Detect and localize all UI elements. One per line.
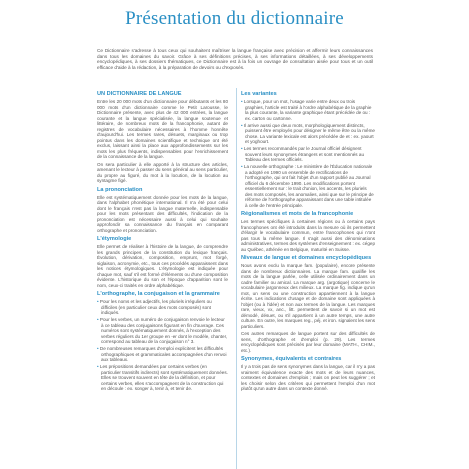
section-heading-orthographe: L'orthographe, la conjugaison et la grammaire [97, 291, 220, 297]
section-heading-synonymes: Synonymes, équivalents et contraires [241, 356, 342, 362]
page-title: Présentation du dictionnaire [125, 8, 344, 29]
bullet-item: • Les termes recommandés par le Journal officiel désignent souvent leurs synonymes étrangers et sont mentionnés au Tableau des termes officiels. [241, 146, 375, 163]
section-heading-dictionnaire-de-langue: UN DICTIONNAIRE DE LANGUE [97, 91, 182, 97]
section-heading-etymologie: L'étymologie [97, 236, 132, 242]
paragraph: On sera particulier à elle apporté à la structure des articles, amenant le lecteur à passer du sens général au sens particulier, du propre au figuré, du mot à la locution, de la locution au syntagme figé. [97, 161, 228, 183]
paragraph: Elle est systématiquement donnée pour les mots de la langue, dans l'alphabet phonétique international. Il n'a été pour celui dont le français n'est pas la langue maternelle, indispensable pour les mots présentant des difficultés, l'indication de la prononciation est nécessaire aussi à celui qui souhaite approfondir sa connaissance du français en comparant orthographe et prononciation. [97, 194, 228, 233]
intro-paragraph: Ce Dictionnaire s'adresse à tous ceux qui souhaitent maîtriser la langue française avec précision et affermir leurs connaissances dans tous les domaines du savoir. Grâce à ses définitions précises, à ses informations détaillées, à ses développements encyclopédiques, à ses dossiers thématiques, ce Dictionnaire est à la fois un ouvrage de consultation aisée pour tous et un outil efficace d'aide à la rédaction, à la préparation de devoirs ou d'exposés. [97, 48, 373, 70]
bullet-item: • Lorsque, pour un mot, l'usage varie entre deux ou trois graphies, l'article est traité à l'ordre alphabétique de la graphie la plus courante, la variante graphique étant précédée de ou : ex. carton ou cartonne. [241, 99, 375, 121]
paragraph: Il y a trois pas de sens synonymes dans la langue, car il n'y a pas vraiment équivalence exacte des mots et de leurs nuances, contextes et domaines d'emplois ; mais on peut les suggérer ; et les choisir selon des critères qui permettent l'emploi d'un mot plutôt qu'un autre dans un contexte donné. [241, 364, 375, 391]
paragraph: Entre les 20 000 mots d'un dictionnaire pour débutants et les 80 000 mots d'un dictionnaire comme le Petit Larousse, le Dictionnaire présente, avec plus de 42 000 entrées, la langue courante et la langue spécialisée, la langue soutenue et littéraire, de nombreux mots de la francophonie, autant de registres de vocabulaire nécessaires à l'homme honnête d'aujourd'hui. Les termes rares, désuets, marginaux ou trop pointus dans les domaines scientifique et technique ont été exclus, laissant ainsi la place aux approfondissements sur les mots les plus fréquents, indispensables pour l'enrichissement de la connaissance de la langue. [97, 99, 228, 159]
paragraph: Elle permet de réaliser à l'histoire de la langue, de comprendre les grands principes de la constitution du lexique français. Évolution, dérivation, composition, emprunt, mot forgé, siglaison, acronymie, etc., tous ces procédés apparaissent dans les notices étymologiques. L'étymologie est indiquée pour chaque mot, sauf s'il est formé d'éléments ou d'une composition évidente. L'historique du son et l'époque d'apparition sont le nom, ceux-ci traités en ordre alphabétique. [97, 244, 228, 288]
bullet-item: • Pour les noms et les adjectifs, les pluriels irréguliers ou difficiles (en particulier ceux des mots composés) sont indiqués. [97, 299, 228, 316]
section-heading-regionalismes: Régionalismes et mots de la francophonie [241, 211, 354, 217]
bullet-item: • Il arrive aussi que deux mots, morphologiquement distincts, puissent être employés pour désigner le même être ou la même chose. La variante lexicale est alors précédée de et : ex. yaourt et yoghourt. [241, 123, 375, 145]
section-heading-niveaux-de-langue: Niveaux de langue et domaines encyclopédiques [241, 255, 372, 261]
left-column [97, 88, 228, 393]
right-column [241, 88, 375, 394]
section-heading-variantes: Les variantes [241, 91, 277, 97]
paragraph: Les termes spécifiques à certaines régions ou à certains pays francophones ont été introduits dans la mesure où ils permettent d'élargir le vocabulaire commun, entre francophones qui n'ont pas tous la même langue. Il s'agit aussi des dénominations administratives, termes des systèmes d'enseignement : ex. cégep au Québec, athénée en Belgique, maturité en Suisse. [241, 219, 375, 252]
column-divider [236, 88, 237, 469]
paragraph: Nous avons exclu la marque fam. (populaire), encore présente dans de nombreux dictionnaires. La marque fam. qualifie les mots de la langue parlée, celle utilisée ordinairement dans un cadre familier ou amical. La marque arg. (argotique) concerne le vocabulaire jargonneux des milieux. La marque fig. indique qu'un mot, un sens ou une construction appartiennent à la langue écrite. Les indications d'usage et de domaine sont appliquées à l'objet (ou à l'idée) et non aux termes de la langue. Les marques rare, vieux, vx, anc., litt. permettent de savoir si un mot est démodé, désuet, ou s'il appartient à un autre temps, une autre culture. En outre, les marques reg., péj. et iron. signalent les sens particuliers. [241, 263, 375, 329]
bullet-item: • De nombreuses remarques d'emploi explicitent les difficultés orthographiques et grammaticales accompagnées d'un renvoi aux tableaux. [97, 346, 228, 363]
paragraph: Ces autres remarques de langue portent sur des difficultés de sens, d'orthographe et d'emploi (p. 29). Les termes encyclopédiques sont précisés par leur domaine (MATH., CHIM., etc.). [241, 331, 375, 353]
bullet-item: • La nouvelle orthographe : Le ministère de l'Éducation nationale a adopté en 1990 un ensemble de rectifications de l'orthographe, qui ont fait l'objet d'un rapport publié au Journal officiel du 6 décembre 1990. Les modifications portent essentiellement sur : le trait d'union, les accents, les pluriels des mots composés, les anomalies, ainsi que sur le principe de réforme de l'orthographe apparaissant dans une table intitulée à celle de l'entrée principale. [241, 164, 375, 208]
section-heading-prononciation: La prononciation [97, 186, 143, 193]
bullet-item: • Les prépositions demandées par certains verbes (en particulier transitifs indirects) sont systématiquement données. Elles se trouvent souvent en tête de la définition, et pour certains verbes, elles s'accompagnent de la construction qui en découle : ex. songer à, tenir à, et tenir de. [97, 364, 228, 392]
bullet-item: • Pour les verbes, un numéro de conjugaison renvoie le lecteur à ce tableau des conjugaisons figurant en fin d'ouvrage. Ces numéros sont systématiquement donnés, à l'exception des verbes réguliers du 1er groupe en -er dont le modèle, chanter, correspond au tableau de la conjugaison n° 3. [97, 317, 228, 345]
